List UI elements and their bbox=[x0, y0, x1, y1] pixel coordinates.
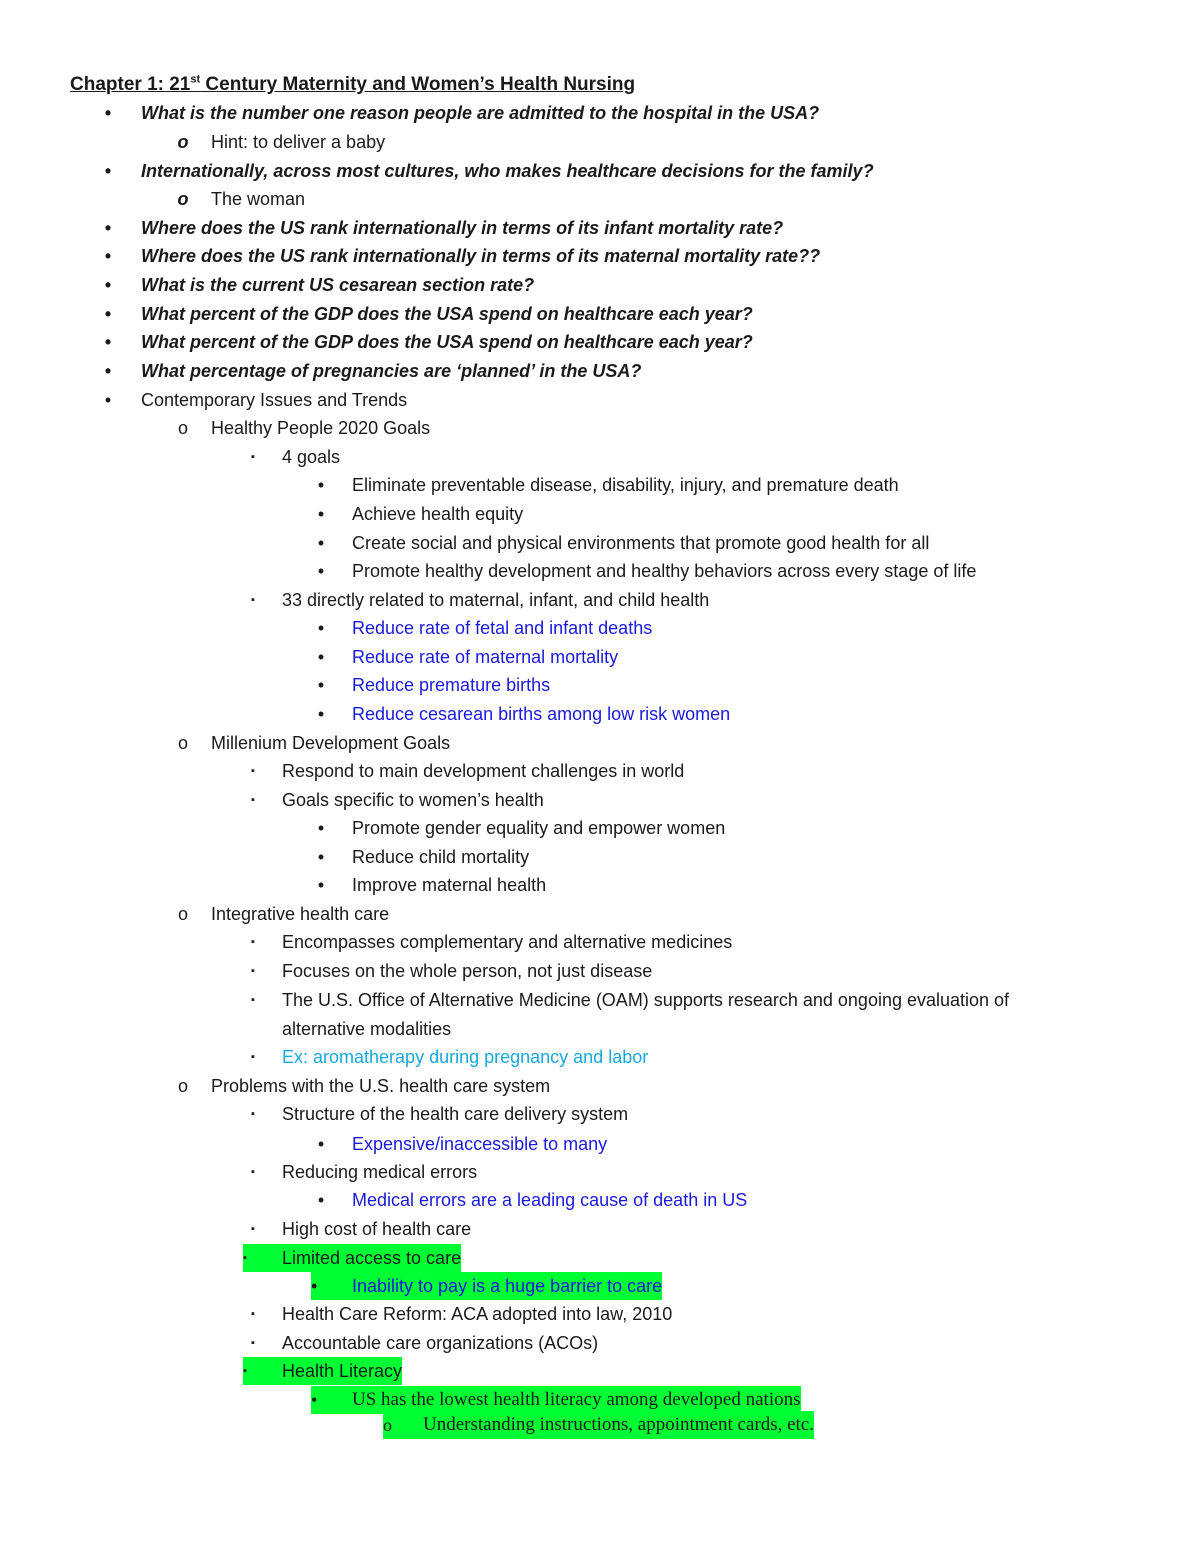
bullet-dot-icon: • bbox=[317, 561, 325, 581]
outline-item-text: Hint: to deliver a baby bbox=[211, 132, 386, 152]
bullet-circle-icon: o bbox=[177, 904, 188, 924]
outline-item-text: 33 directly related to maternal, infant, and child health bbox=[282, 590, 710, 610]
bullet-dot-icon: • bbox=[104, 304, 112, 324]
outline-item-text: What percentage of pregnancies are ‘planned’ in the USA? bbox=[141, 361, 642, 381]
outline-item-text: Health Literacy bbox=[282, 1357, 402, 1385]
bullet-square-icon: ▪ bbox=[251, 936, 255, 948]
bullet-dot-icon: • bbox=[317, 533, 325, 553]
bullet-circle-icon: o bbox=[177, 418, 188, 438]
outline-item-text: Eliminate preventable disease, disability, injury, and premature death bbox=[352, 475, 899, 495]
outline-item-text: Promote gender equality and empower women bbox=[352, 818, 726, 838]
outline-item-text: Where does the US rank internationally in terms of its maternal mortality rate?? bbox=[141, 246, 821, 266]
outline-item-text: 4 goals bbox=[282, 447, 341, 467]
outline-item-text: Structure of the health care delivery system bbox=[282, 1104, 629, 1124]
bullet-dot-icon: • bbox=[317, 875, 325, 895]
outline-item-text: Expensive/inaccessible to many bbox=[352, 1134, 608, 1154]
bullet-dot-icon: • bbox=[317, 1190, 325, 1210]
bullet-dot-icon: • bbox=[104, 103, 112, 123]
outline-item-text: High cost of health care bbox=[282, 1219, 472, 1239]
outline-item-text: Medical errors are a leading cause of death in US bbox=[352, 1190, 748, 1210]
outline-item-text: US has the lowest health literacy among developed nations bbox=[352, 1386, 801, 1414]
bullet-circle-icon: o bbox=[177, 1076, 188, 1096]
bullet-circle-icon: o bbox=[383, 1411, 425, 1439]
bullet-dot-icon: • bbox=[317, 475, 325, 495]
outline-item-text: Contemporary Issues and Trends bbox=[141, 390, 408, 410]
bullet-square-icon: ▪ bbox=[251, 1337, 255, 1349]
title-superscript: st bbox=[190, 73, 201, 86]
outline-item-text: Internationally, across most cultures, who makes healthcare decisions for the family? bbox=[141, 161, 874, 181]
bullet-dot-icon: • bbox=[317, 704, 325, 724]
chapter-title bbox=[70, 71, 635, 99]
outline-item-text: Encompasses complementary and alternative medicines bbox=[282, 932, 733, 952]
title-suffix: Century Maternity and Women’s Health Nursing bbox=[200, 74, 636, 95]
bullet-circle-icon: o bbox=[177, 189, 189, 209]
bullet-square-icon: ▪ bbox=[243, 1244, 284, 1272]
outline-item-text: Focuses on the whole person, not just disease bbox=[282, 961, 653, 981]
outline-item-text: Improve maternal health bbox=[352, 875, 547, 895]
outline-item-text: Achieve health equity bbox=[352, 504, 524, 524]
outline-item-text: What percent of the GDP does the USA spend on healthcare each year? bbox=[141, 332, 753, 352]
bullet-dot-icon: • bbox=[104, 332, 112, 352]
bullet-square-icon: ▪ bbox=[251, 451, 255, 463]
outline-item-text: Where does the US rank internationally in terms of its infant mortality rate? bbox=[141, 218, 784, 238]
bullet-square-icon: ▪ bbox=[251, 1223, 255, 1235]
outline-item-text: Health Care Reform: ACA adopted into law, 2010 bbox=[282, 1304, 673, 1324]
bullet-square-icon: ▪ bbox=[251, 765, 255, 777]
outline-item-text: Problems with the U.S. health care system bbox=[211, 1076, 551, 1096]
bullet-square-icon: ▪ bbox=[251, 1166, 255, 1178]
bullet-dot-icon: • bbox=[317, 647, 325, 667]
outline-item-text: Reduce rate of fetal and infant deaths bbox=[352, 618, 653, 638]
outline-item-text: Limited access to care bbox=[282, 1244, 461, 1272]
bullet-square-icon: ▪ bbox=[251, 1308, 255, 1320]
outline-item-text: Create social and physical environments that promote good health for all bbox=[352, 533, 930, 553]
outline-item-text: Goals specific to women’s health bbox=[282, 790, 544, 810]
outline-item-text: Ex: aromatherapy during pregnancy and labor bbox=[282, 1047, 649, 1067]
outline-item-text: What is the number one reason people are admitted to the hospital in the USA? bbox=[141, 103, 820, 123]
outline-item-text: Reduce rate of maternal mortality bbox=[352, 647, 619, 667]
bullet-dot-icon: • bbox=[104, 246, 112, 266]
outline-item-text: The woman bbox=[211, 189, 306, 209]
outline-item-text: Respond to main development challenges in world bbox=[282, 761, 685, 781]
outline-item-text: Integrative health care bbox=[211, 904, 390, 924]
outline-item-text: Reducing medical errors bbox=[282, 1162, 478, 1182]
outline-item-text: Reduce child mortality bbox=[352, 847, 530, 867]
bullet-dot-icon: • bbox=[311, 1272, 354, 1300]
bullet-dot-icon: • bbox=[104, 218, 112, 238]
bullet-dot-icon: • bbox=[104, 361, 112, 381]
outline-item-text: Reduce cesarean births among low risk women bbox=[352, 704, 731, 724]
bullet-circle-icon: o bbox=[177, 132, 189, 152]
bullet-circle-icon: o bbox=[177, 733, 188, 753]
bullet-dot-icon: • bbox=[104, 390, 112, 410]
outline-item-text: Understanding instructions, appointment cards, etc. bbox=[423, 1411, 814, 1439]
outline-item-text: Inability to pay is a huge barrier to care bbox=[352, 1272, 662, 1300]
outline-item-text: What is the current US cesarean section rate? bbox=[141, 275, 535, 295]
bullet-square-icon: ▪ bbox=[243, 1357, 284, 1385]
bullet-dot-icon: • bbox=[311, 1386, 354, 1414]
outline-item-text: The U.S. Office of Alternative Medicine (OAM) supports research and ongoing evaluation of bbox=[282, 990, 1010, 1010]
bullet-square-icon: ▪ bbox=[251, 994, 255, 1006]
bullet-dot-icon: • bbox=[317, 1134, 325, 1154]
bullet-square-icon: ▪ bbox=[251, 965, 255, 977]
outline-item-text: alternative modalities bbox=[282, 1019, 452, 1039]
bullet-square-icon: ▪ bbox=[251, 1108, 255, 1120]
bullet-dot-icon: • bbox=[317, 847, 325, 867]
outline-item-text: What percent of the GDP does the USA spend on healthcare each year? bbox=[141, 304, 753, 324]
outline-item-text: Millenium Development Goals bbox=[211, 733, 451, 753]
bullet-square-icon: ▪ bbox=[251, 1051, 255, 1063]
bullet-dot-icon: • bbox=[317, 675, 325, 695]
bullet-dot-icon: • bbox=[317, 504, 325, 524]
outline-item-text: Reduce premature births bbox=[352, 675, 551, 695]
bullet-dot-icon: • bbox=[104, 275, 112, 295]
title-prefix: Chapter 1: 21 bbox=[70, 74, 191, 95]
bullet-dot-icon: • bbox=[317, 818, 325, 838]
outline-item-text: Promote healthy development and healthy behaviors across every stage of life bbox=[352, 561, 977, 581]
bullet-dot-icon: • bbox=[317, 618, 325, 638]
outline-item-text: Accountable care organizations (ACOs) bbox=[282, 1333, 599, 1353]
bullet-dot-icon: • bbox=[104, 161, 112, 181]
bullet-square-icon: ▪ bbox=[251, 794, 255, 806]
outline-item-text: Healthy People 2020 Goals bbox=[211, 418, 431, 438]
bullet-square-icon: ▪ bbox=[251, 594, 255, 606]
